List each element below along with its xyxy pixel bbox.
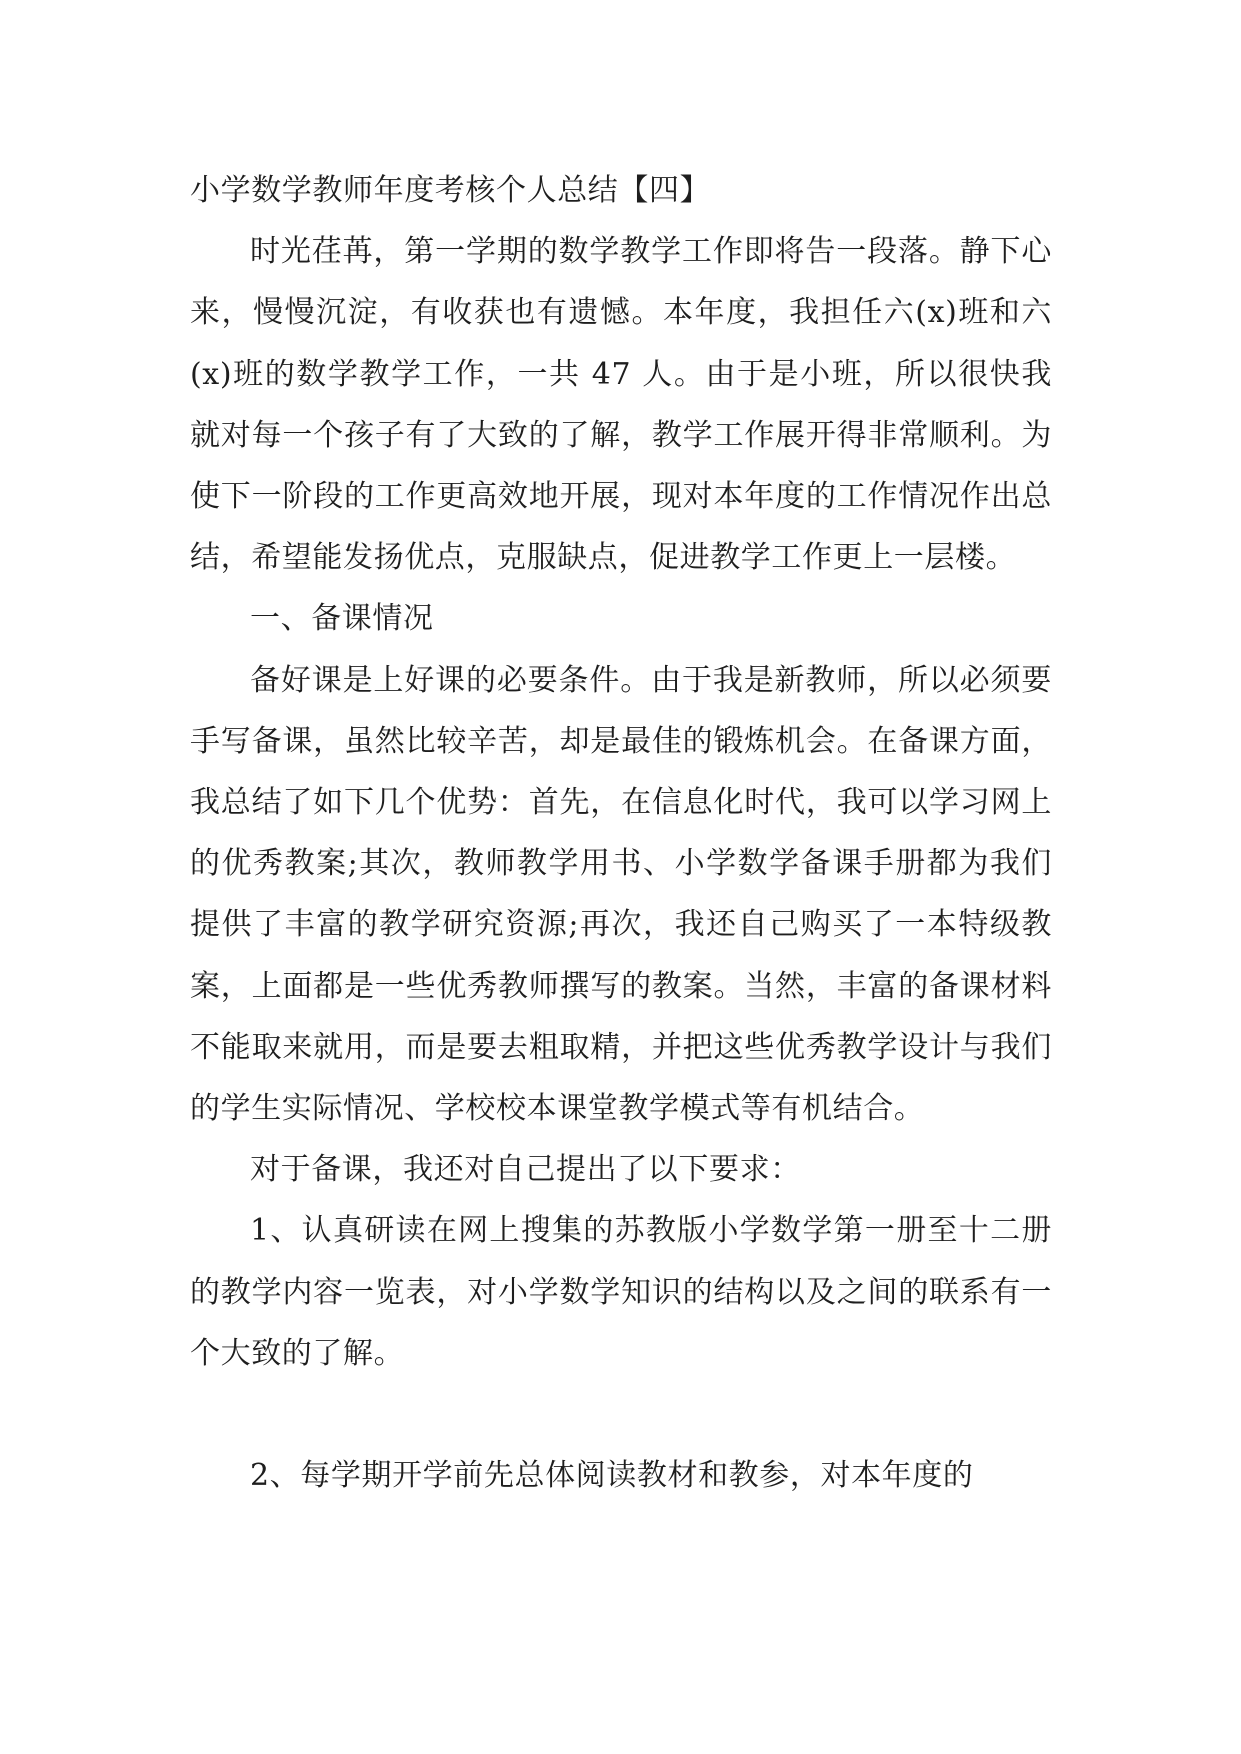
section-heading-lesson-prep: 一、备课情况 (250, 601, 434, 637)
intro-paragraph: 时光荏苒，第一学期的数学教学工作即将告一段落。静下心来，慢慢沉淀，有收获也有遗憾。本年度，我担任六(x)班和六(x)班的数学教学工作，一共 47 人。由于是小班，所以很快我就对每一个孩子有了大致的了解，教学工作展开得非常顺利。为使下一阶段的工作更高效地开展，现对本年度的工作情况作出总结，希望能发扬优点，克服缺点，促进教学工作更上一层楼。 (190, 234, 1052, 576)
document-title: 小学数学教师年度考核个人总结【四】 (190, 173, 711, 208)
requirements-intro-paragraph: 对于备课，我还对自己提出了以下要求： (250, 1152, 801, 1188)
requirement-item-1: 1、认真研读在网上搜集的苏教版小学数学第一册至十二册的教学内容一览表，对小学数学知识的结构以及之间的联系有一个大致的了解。 (190, 1213, 1052, 1371)
requirement-item-2: 2、每学期开学前先总体阅读教材和教参，对本年度的 (250, 1458, 974, 1494)
lesson-prep-paragraph: 备好课是上好课的必要条件。由于我是新教师，所以必须要手写备课，虽然比较辛苦，却是最佳的锻炼机会。在备课方面，我总结了如下几个优势：首先，在信息化时代，我可以学习网上的优秀教案;其次，教师教学用书、小学数学备课手册都为我们提供了丰富的教学研究资源;再次，我还自己购买了一本特级教案，上面都是一些优秀教师撰写的教案。当然，丰富的备课材料不能取来就用，而是要去粗取精，并把这些优秀教学设计与我们的学生实际情况、学校校本课堂教学模式等有机结合。 (190, 662, 1052, 1127)
document-body (190, 160, 1052, 1506)
blank-line (190, 1384, 1052, 1445)
